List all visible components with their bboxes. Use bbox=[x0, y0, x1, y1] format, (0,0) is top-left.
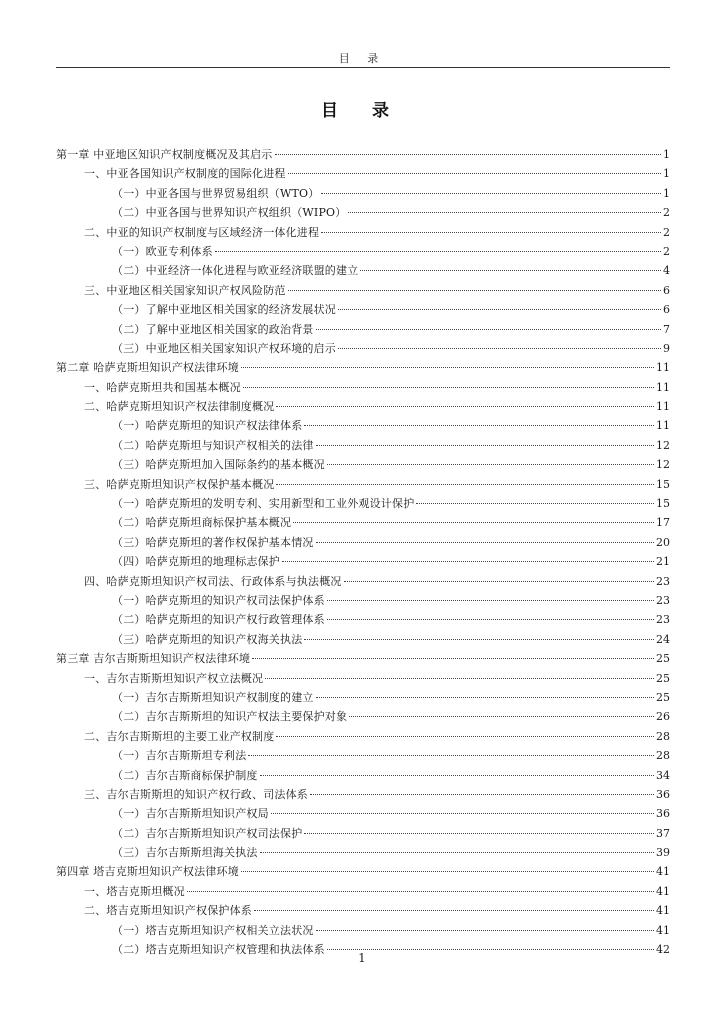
dot-leader bbox=[310, 794, 654, 795]
toc-entry-title: （二）中亚各国与世界知识产权组织（WIPO） bbox=[112, 206, 347, 220]
toc-entry-title: 一、塔吉克斯坦概况 bbox=[84, 884, 185, 898]
dot-leader bbox=[416, 503, 654, 504]
toc-page-number: 26 bbox=[656, 710, 670, 724]
toc-section-entry[interactable] bbox=[56, 669, 670, 688]
toc-page-number: 17 bbox=[656, 516, 670, 530]
dot-leader bbox=[321, 232, 661, 233]
toc-subsection-entry[interactable] bbox=[56, 766, 670, 785]
toc-page-number: 6 bbox=[663, 303, 670, 317]
toc-subsection-entry[interactable] bbox=[56, 242, 670, 261]
dot-leader bbox=[293, 522, 654, 523]
toc-page-number: 41 bbox=[656, 884, 670, 898]
toc-page-number: 36 bbox=[656, 807, 670, 821]
dot-leader bbox=[282, 561, 654, 562]
toc-entry-title: （一）哈萨克斯坦的知识产权司法保护体系 bbox=[112, 593, 325, 607]
toc-entry-title: （二）哈萨克斯坦商标保护基本概况 bbox=[112, 516, 292, 530]
toc-page-number: 1 bbox=[663, 167, 670, 181]
toc-page-number: 41 bbox=[656, 923, 670, 937]
toc-page-number: 20 bbox=[656, 535, 670, 549]
dot-leader bbox=[252, 658, 654, 659]
toc-entry-title: （一）吉尔吉斯斯坦知识产权制度的建立 bbox=[112, 690, 314, 704]
dot-leader bbox=[288, 173, 661, 174]
toc-subsection-entry[interactable] bbox=[56, 591, 670, 610]
toc-entry-title: 三、哈萨克斯坦知识产权保护基本概况 bbox=[84, 477, 275, 491]
toc-subsection-entry[interactable] bbox=[56, 300, 670, 319]
toc-section-entry[interactable] bbox=[56, 475, 670, 494]
toc-page-number: 11 bbox=[656, 361, 670, 375]
toc-entry-title: 二、吉尔吉斯斯坦的主要工业产权制度 bbox=[84, 729, 275, 743]
toc-page-number: 11 bbox=[656, 380, 670, 394]
toc-entry-title: （三）吉尔吉斯斯坦海关执法 bbox=[112, 846, 258, 860]
table-of-contents bbox=[56, 145, 670, 959]
toc-entry-title: 二、塔吉克斯坦知识产权保护体系 bbox=[84, 904, 252, 918]
dot-leader bbox=[349, 716, 654, 717]
toc-page-number: 41 bbox=[656, 865, 670, 879]
toc-section-entry[interactable] bbox=[56, 397, 670, 416]
toc-page-number: 23 bbox=[656, 593, 670, 607]
toc-page-number: 15 bbox=[656, 477, 670, 491]
dot-leader bbox=[241, 871, 654, 872]
toc-subsection-entry[interactable] bbox=[56, 688, 670, 707]
toc-page-number: 6 bbox=[663, 283, 670, 297]
dot-leader bbox=[304, 833, 654, 834]
toc-page-number: 9 bbox=[663, 341, 670, 355]
toc-page-number: 28 bbox=[656, 749, 670, 763]
dot-leader bbox=[187, 891, 654, 892]
toc-entry-title: （三）哈萨克斯坦加入国际条约的基本概况 bbox=[112, 458, 325, 472]
toc-section-entry[interactable] bbox=[56, 223, 670, 242]
toc-entry-title: （一）欧亚专利体系 bbox=[112, 244, 213, 258]
toc-page-number: 15 bbox=[656, 497, 670, 511]
dot-leader bbox=[276, 484, 654, 485]
toc-entry-title: 二、哈萨克斯坦知识产权法律制度概况 bbox=[84, 400, 275, 414]
toc-entry-title: 三、中亚地区相关国家知识产权风险防范 bbox=[84, 283, 286, 297]
toc-page-number: 23 bbox=[656, 574, 670, 588]
toc-subsection-entry[interactable] bbox=[56, 416, 670, 435]
toc-entry-title: （二）中亚经济一体化进程与欧亚经济联盟的建立 bbox=[112, 264, 359, 278]
running-header: 目 录 bbox=[338, 52, 386, 65]
dot-leader bbox=[327, 464, 654, 465]
toc-entry-title: （三）哈萨克斯坦的著作权保护基本情况 bbox=[112, 535, 314, 549]
toc-entry-title: 二、中亚的知识产权制度与区域经济一体化进程 bbox=[84, 225, 320, 239]
toc-page-number: 12 bbox=[656, 438, 670, 452]
dot-leader bbox=[275, 154, 662, 155]
dot-leader bbox=[243, 387, 654, 388]
toc-entry-title: （二）吉尔吉斯商标保护制度 bbox=[112, 768, 258, 782]
dot-leader bbox=[338, 309, 661, 310]
toc-entry-title: 第四章 塔吉克斯坦知识产权法律环境 bbox=[56, 865, 239, 879]
toc-subsection-entry[interactable] bbox=[56, 320, 670, 339]
toc-chapter-entry[interactable] bbox=[56, 649, 670, 668]
toc-page-number: 11 bbox=[656, 400, 670, 414]
toc-entry-title: 第二章 哈萨克斯坦知识产权法律环境 bbox=[56, 361, 239, 375]
dot-leader bbox=[276, 736, 654, 737]
toc-entry-title: （二）塔吉克斯坦知识产权管理和执法体系 bbox=[112, 943, 325, 957]
toc-subsection-entry[interactable] bbox=[56, 339, 670, 358]
toc-entry-title: （一）了解中亚地区相关国家的经济发展状况 bbox=[112, 303, 336, 317]
dot-leader bbox=[344, 581, 654, 582]
toc-subsection-entry[interactable] bbox=[56, 746, 670, 765]
dot-leader bbox=[316, 697, 654, 698]
toc-section-entry[interactable] bbox=[56, 727, 670, 746]
toc-entry-title: 第三章 吉尔吉斯斯坦知识产权法律环境 bbox=[56, 652, 251, 666]
dot-leader bbox=[254, 910, 654, 911]
toc-entry-title: （二）哈萨克斯坦与知识产权相关的法律 bbox=[112, 438, 314, 452]
toc-subsection-entry[interactable] bbox=[56, 610, 670, 629]
toc-page-number: 24 bbox=[656, 632, 670, 646]
toc-page-number: 11 bbox=[656, 419, 670, 433]
dot-leader bbox=[327, 600, 654, 601]
toc-page-number: 25 bbox=[656, 671, 670, 685]
toc-page-number: 25 bbox=[656, 652, 670, 666]
toc-page-number: 36 bbox=[656, 787, 670, 801]
toc-subsection-entry[interactable] bbox=[56, 824, 670, 843]
toc-entry-title: 四、哈萨克斯坦知识产权司法、行政体系与执法概况 bbox=[84, 574, 342, 588]
toc-section-entry[interactable] bbox=[56, 901, 670, 920]
dot-leader bbox=[288, 290, 661, 291]
toc-section-entry[interactable] bbox=[56, 572, 670, 591]
toc-page-number: 21 bbox=[656, 555, 670, 569]
toc-page-number: 2 bbox=[663, 244, 670, 258]
toc-page-number: 2 bbox=[663, 225, 670, 239]
toc-subsection-entry[interactable] bbox=[56, 513, 670, 532]
dot-leader bbox=[260, 852, 654, 853]
toc-subsection-entry[interactable] bbox=[56, 804, 670, 823]
toc-entry-title: （二）吉尔吉斯斯坦的知识产权法主要保护对象 bbox=[112, 710, 348, 724]
dot-leader bbox=[304, 425, 654, 426]
dot-leader bbox=[321, 193, 661, 194]
toc-entry-title: （一）中亚各国与世界贸易组织（WTO） bbox=[112, 186, 320, 200]
dot-leader bbox=[327, 949, 654, 950]
toc-entry-title: （三）哈萨克斯坦的知识产权海关执法 bbox=[112, 632, 303, 646]
dot-leader bbox=[276, 406, 654, 407]
dot-leader bbox=[260, 775, 654, 776]
toc-subsection-entry[interactable] bbox=[56, 843, 670, 862]
dot-leader bbox=[304, 639, 654, 640]
toc-entry-title: （三）中亚地区相关国家知识产权环境的启示 bbox=[112, 341, 336, 355]
dot-leader bbox=[241, 367, 654, 368]
toc-entry-title: 三、吉尔吉斯斯坦的知识产权行政、司法体系 bbox=[84, 787, 308, 801]
dot-leader bbox=[360, 270, 661, 271]
dot-leader bbox=[215, 251, 661, 252]
toc-chapter-entry[interactable] bbox=[56, 862, 670, 881]
toc-entry-title: （一）吉尔吉斯斯坦知识产权局 bbox=[112, 807, 269, 821]
toc-section-entry[interactable] bbox=[56, 164, 670, 183]
toc-subsection-entry[interactable] bbox=[56, 455, 670, 474]
toc-page-number: 23 bbox=[656, 613, 670, 627]
toc-page-number: 25 bbox=[656, 690, 670, 704]
toc-subsection-entry[interactable] bbox=[56, 203, 670, 222]
toc-page-number: 12 bbox=[656, 458, 670, 472]
toc-subsection-entry[interactable] bbox=[56, 184, 670, 203]
dot-leader bbox=[248, 755, 654, 756]
header-rule bbox=[56, 67, 670, 68]
toc-page-number: 42 bbox=[656, 943, 670, 957]
toc-entry-title: （二）了解中亚地区相关国家的政治背景 bbox=[112, 322, 314, 336]
dot-leader bbox=[327, 619, 654, 620]
toc-subsection-entry[interactable] bbox=[56, 436, 670, 455]
toc-subsection-entry[interactable] bbox=[56, 707, 670, 726]
page-number: 1 bbox=[358, 951, 366, 965]
toc-entry-title: （一）吉尔吉斯斯坦专利法 bbox=[112, 749, 247, 763]
toc-subsection-entry[interactable] bbox=[56, 552, 670, 571]
page-title: 目 录 bbox=[321, 101, 403, 121]
dot-leader bbox=[316, 930, 654, 931]
toc-page-number: 41 bbox=[656, 904, 670, 918]
toc-chapter-entry[interactable] bbox=[56, 358, 670, 377]
toc-section-entry[interactable] bbox=[56, 785, 670, 804]
toc-page-number: 1 bbox=[663, 186, 670, 200]
toc-page-number: 39 bbox=[656, 846, 670, 860]
toc-entry-title: （二）吉尔吉斯斯坦知识产权司法保护 bbox=[112, 826, 303, 840]
toc-chapter-entry[interactable] bbox=[56, 145, 670, 164]
dot-leader bbox=[316, 445, 654, 446]
toc-page-number: 1 bbox=[663, 148, 670, 161]
toc-page-number: 2 bbox=[663, 206, 670, 220]
dot-leader bbox=[316, 542, 654, 543]
toc-entry-title: 第一章 中亚地区知识产权制度概况及其启示 bbox=[56, 148, 273, 161]
toc-entry-title: （一）塔吉克斯坦知识产权相关立法状况 bbox=[112, 923, 314, 937]
toc-subsection-entry[interactable] bbox=[56, 261, 670, 280]
toc-page-number: 28 bbox=[656, 729, 670, 743]
toc-entry-title: 一、哈萨克斯坦共和国基本概况 bbox=[84, 380, 241, 394]
dot-leader bbox=[348, 212, 661, 213]
toc-subsection-entry[interactable] bbox=[56, 921, 670, 940]
toc-page-number: 7 bbox=[663, 322, 670, 336]
toc-entry-title: （二）哈萨克斯坦的知识产权行政管理体系 bbox=[112, 613, 325, 627]
dot-leader bbox=[316, 329, 661, 330]
toc-subsection-entry[interactable] bbox=[56, 630, 670, 649]
dot-leader bbox=[265, 678, 654, 679]
toc-section-entry[interactable] bbox=[56, 882, 670, 901]
toc-entry-title: 一、吉尔吉斯斯坦知识产权立法概况 bbox=[84, 671, 264, 685]
toc-subsection-entry[interactable] bbox=[56, 533, 670, 552]
toc-entry-title: （四）哈萨克斯坦的地理标志保护 bbox=[112, 555, 280, 569]
toc-entry-title: （一）哈萨克斯坦的知识产权法律体系 bbox=[112, 419, 303, 433]
toc-page-number: 4 bbox=[663, 264, 670, 278]
toc-page-number: 34 bbox=[656, 768, 670, 782]
dot-leader bbox=[271, 813, 654, 814]
toc-section-entry[interactable] bbox=[56, 281, 670, 300]
toc-entry-title: 一、中亚各国知识产权制度的国际化进程 bbox=[84, 167, 286, 181]
dot-leader bbox=[338, 348, 661, 349]
toc-subsection-entry[interactable] bbox=[56, 494, 670, 513]
toc-page-number: 37 bbox=[656, 826, 670, 840]
toc-section-entry[interactable] bbox=[56, 378, 670, 397]
toc-entry-title: （一）哈萨克斯坦的发明专利、实用新型和工业外观设计保护 bbox=[112, 497, 415, 511]
